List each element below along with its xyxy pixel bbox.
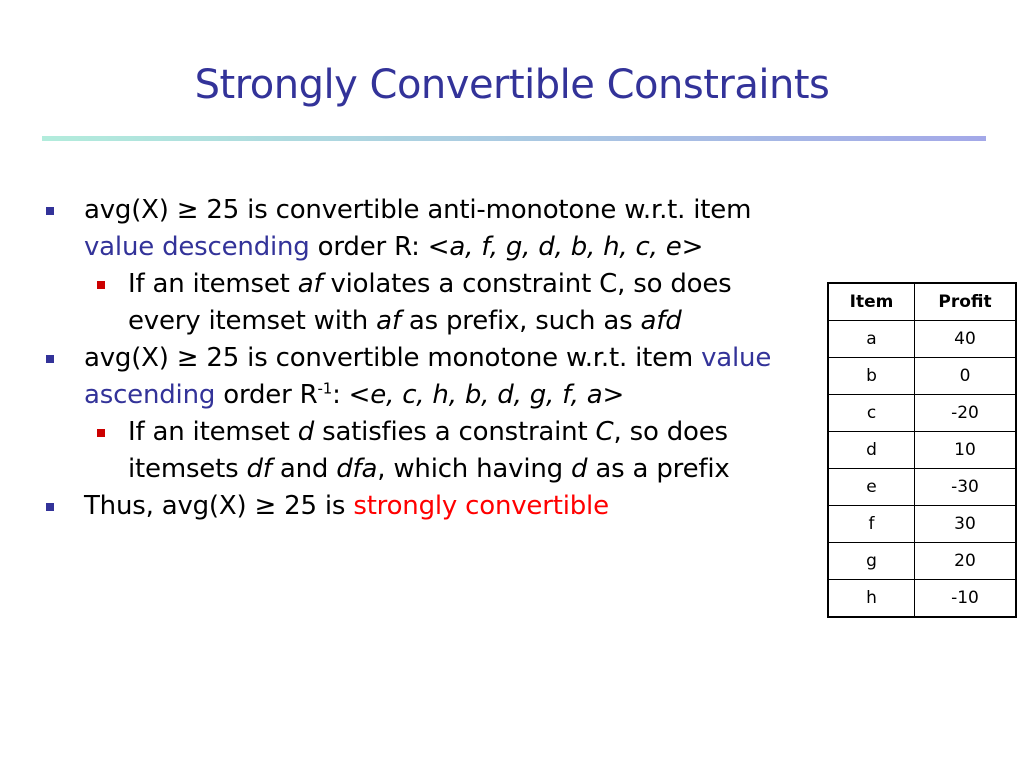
bullet-1-highlight: value descending [84,232,310,262]
table-row [828,432,1016,469]
item-cell: a [828,321,915,358]
table-header-item: Item [828,283,915,321]
item-cell: g [828,543,915,580]
itemset-d-2: d [571,454,588,484]
bullet-2-text: avg(X) ≥ 25 is convertible monotone w.r.t. item [84,343,702,373]
item-cell: b [828,358,915,395]
table-header-profit: Profit [915,283,1017,321]
bullet-2-text-2: order R [215,380,318,410]
sub-bullet-1 [44,266,804,340]
slide-body [44,192,804,525]
bullet-3-highlight: strongly convertible [353,491,609,521]
bullet-3-text: Thus, avg(X) ≥ 25 is [84,491,354,521]
bullet-3 [44,488,804,525]
sub-bullet-2-text: If an itemset [128,417,298,447]
bullet-1-text-2: order R: < [309,232,450,262]
bullet-2-highlight: value ascending [84,343,772,410]
table-row [828,469,1016,506]
title-divider [42,136,986,141]
slide-title: Strongly Convertible Constraints [194,62,830,108]
item-cell: e [828,469,915,506]
bullet-2-text-3: : < [332,380,371,410]
sub-bullet-marker [97,281,105,289]
bullet-2-text-4: > [602,380,625,410]
sub-bullet-2-text-5: , which having [377,454,572,484]
profit-cell: -30 [915,469,1017,506]
profit-table [827,282,1017,618]
sub-bullet-2-text-4: and [271,454,337,484]
profit-cell: 30 [915,506,1017,543]
constraint-c: C [595,417,614,447]
sub-bullet-1-text-3: as prefix, such as [400,306,641,336]
itemset-df: df [246,454,272,484]
itemset-af-2: af [376,306,401,336]
inverse-superscript: -1 [317,379,333,398]
itemset-afd: afd [640,306,682,336]
bullet-marker [46,503,54,511]
item-cell: c [828,395,915,432]
bullet-1-text-3: > [681,232,704,262]
bullet-1-order: a, f, g, d, b, h, c, e [449,232,682,262]
bullet-marker [46,355,54,363]
table-row [828,395,1016,432]
itemset-dfa: dfa [336,454,378,484]
profit-cell: 20 [915,543,1017,580]
item-cell: d [828,432,915,469]
itemset-d: d [297,417,315,447]
sub-bullet-1-text: If an itemset [128,269,298,299]
sub-bullet-marker [97,429,105,437]
profit-cell: -20 [915,395,1017,432]
profit-cell: -10 [915,580,1017,618]
sub-bullet-2 [44,414,804,488]
bullet-marker [46,207,54,215]
table-row [828,321,1016,358]
table-row [828,506,1016,543]
profit-cell: 0 [915,358,1017,395]
bullet-1-text: avg(X) ≥ 25 is convertible anti-monotone w.r.t. item [84,195,752,225]
table-row [828,358,1016,395]
table-row [828,543,1016,580]
sub-bullet-2-text-2: satisfies a constraint [314,417,596,447]
profit-cell: 40 [915,321,1017,358]
profit-cell: 10 [915,432,1017,469]
item-cell: f [828,506,915,543]
item-cell: h [828,580,915,618]
sub-bullet-2-text-6: as a prefix [587,454,730,484]
bullet-2-order: e, c, h, b, d, g, f, a [370,380,603,410]
bullet-1 [44,192,804,266]
table-header-row [828,283,1016,321]
itemset-af: af [297,269,323,299]
sub-bullet-1-text-2: violates a constraint C, so does every itemset with [128,269,732,336]
sub-bullet-2-text-3: , so does itemsets [128,417,728,484]
table-row [828,580,1016,618]
bullet-2 [44,340,804,414]
